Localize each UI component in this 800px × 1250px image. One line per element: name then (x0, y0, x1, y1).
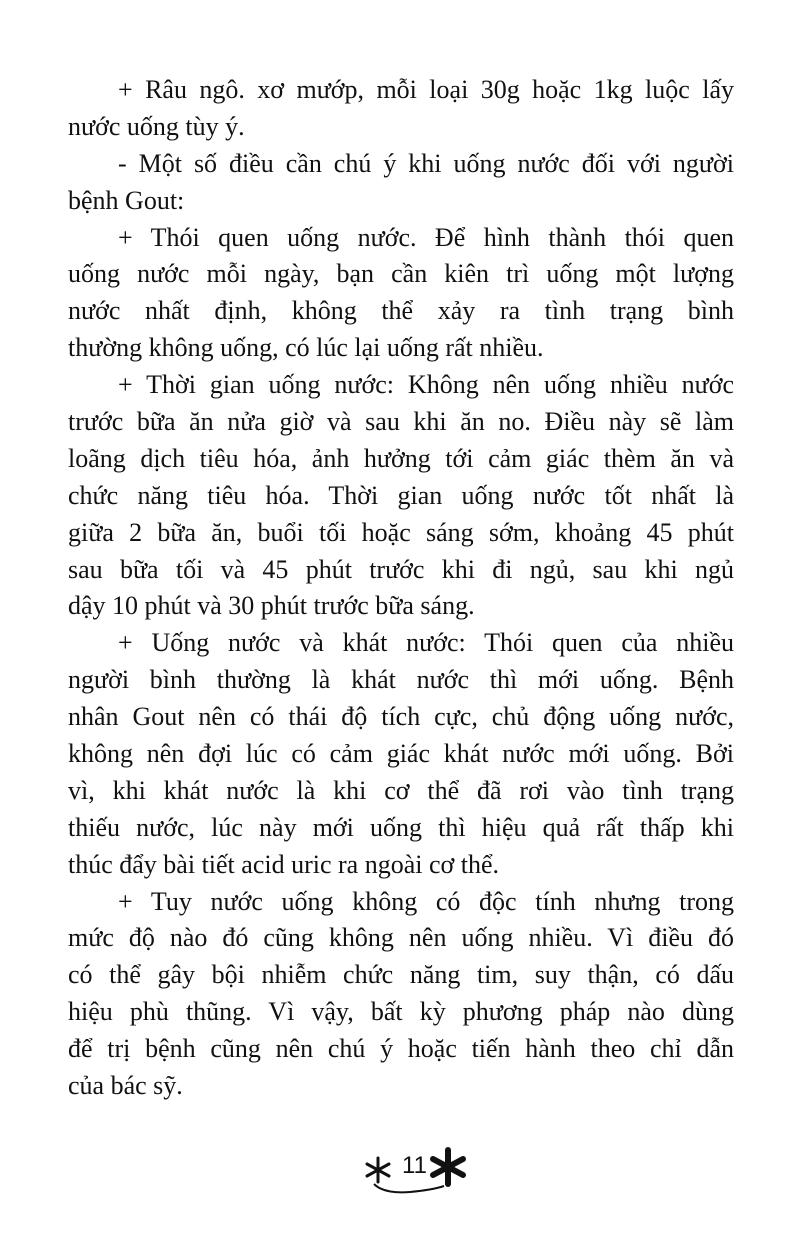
text-line: bệnh Gout: (68, 185, 185, 215)
text-line: thường không uống, có lúc lại uống rất nhiều. (68, 333, 544, 363)
text-line: uống nước mỗi ngày, bạn cần kiên trì uống một lượng (68, 259, 734, 289)
text-line: thúc đẩy bài tiết acid uric ra ngoài cơ thể. (68, 849, 500, 879)
text-line: không nên đợi lúc có cảm giác khát nước mới uống. Bởi (68, 739, 734, 769)
paragraph (68, 367, 734, 625)
text-line: + Râu ngô. xơ mướp, mỗi loại 30g hoặc 1kg luộc lấy (118, 75, 734, 104)
paragraph (68, 220, 734, 368)
text-line: trước bữa ăn nửa giờ và sau khi ăn no. Điều này sẽ làm (68, 407, 734, 437)
text-line: có thể gây bội nhiễm chức năng tim, suy thận, có dấu (68, 960, 734, 990)
text-line: để trị bệnh cũng nên chú ý hoặc tiến hành theo chỉ dẫn (68, 1034, 734, 1064)
text-line: nhân Gout nên có thái độ tích cực, chủ động uống nước, (68, 702, 734, 732)
text-line: thiếu nước, lúc này mới uống thì hiệu quả rất thấp khi (68, 812, 734, 842)
body-text (68, 72, 734, 1105)
text-line: vì, khi khát nước là khi cơ thể đã rơi vào tình trạng (68, 775, 734, 805)
text-line: chức năng tiêu hóa. Thời gian uống nước tốt nhất là (68, 480, 734, 510)
text-line: giữa 2 bữa ăn, buổi tối hoặc sáng sớm, khoảng 45 phút (68, 517, 734, 547)
text-line: người bình thường là khát nước thì mới uống. Bệnh (68, 665, 734, 695)
text-line: nước nhất định, không thể xảy ra tình trạng bình (68, 296, 734, 326)
paragraph (68, 72, 734, 146)
text-line: + Tuy nước uống không có độc tính nhưng trong (118, 886, 734, 916)
text-line: sau bữa tối và 45 phút trước khi đi ngủ, sau khi ngủ (68, 554, 734, 584)
text-line: dậy 10 phút và 30 phút trước bữa sáng. (68, 591, 475, 621)
swash-underline-icon (360, 1148, 470, 1198)
text-line: - Một số điều cần chú ý khi uống nước đối với người (118, 148, 734, 178)
text-line: loãng dịch tiêu hóa, ảnh hưởng tới cảm giác thèm ăn và (68, 443, 734, 473)
text-line: + Thời gian uống nước: Không nên uống nhiều nước (118, 370, 734, 400)
paragraph (68, 625, 734, 883)
page-number: 11 (402, 1152, 427, 1179)
text-line: + Uống nước và khát nước: Thói quen của nhiều (118, 628, 734, 658)
page-footer (360, 1148, 470, 1198)
paragraph (68, 884, 734, 1105)
text-line: của bác sỹ. (68, 1071, 183, 1101)
paragraph (68, 146, 734, 220)
text-line: + Thói quen uống nước. Để hình thành thói quen (118, 222, 734, 252)
text-line: mức độ nào đó cũng không nên uống nhiều. Vì điều đó (68, 923, 734, 953)
text-line: nước uống tùy ý. (68, 111, 245, 141)
text-line: hiệu phù thũng. Vì vậy, bất kỳ phương pháp nào dùng (68, 997, 734, 1027)
